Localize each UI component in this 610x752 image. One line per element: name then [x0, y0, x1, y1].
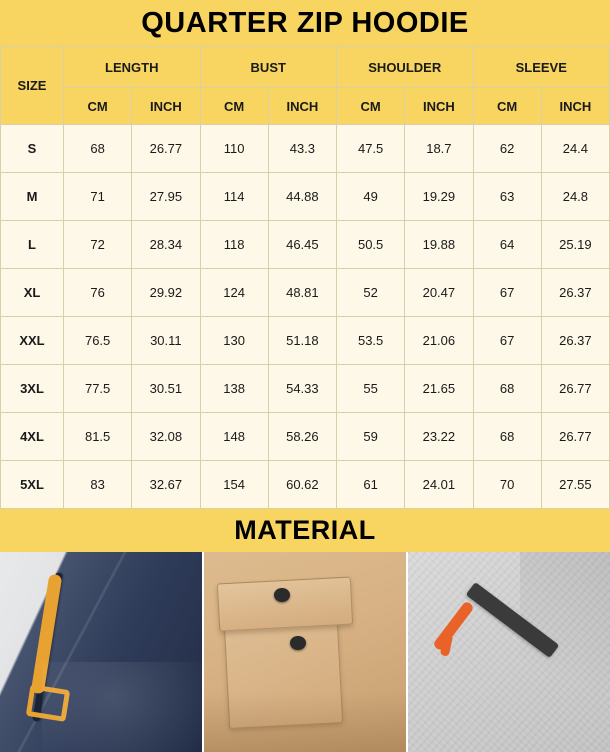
row-size-label: M — [1, 173, 64, 221]
cell-value: 18.7 — [405, 125, 473, 173]
snap-button-bottom — [290, 636, 306, 650]
cell-value: 110 — [200, 125, 268, 173]
cell-value: 138 — [200, 365, 268, 413]
table-unit-header-row — [1, 88, 610, 125]
cell-value: 46.45 — [268, 221, 336, 269]
cell-value: 76 — [64, 269, 132, 317]
cell-value: 26.77 — [541, 365, 609, 413]
cell-value: 58.26 — [268, 413, 336, 461]
cell-value: 52 — [337, 269, 405, 317]
row-size-label: S — [1, 125, 64, 173]
cell-value: 27.55 — [541, 461, 609, 509]
cell-value: 30.51 — [132, 365, 200, 413]
material-photo-strip — [0, 552, 610, 752]
cell-value: 26.37 — [541, 269, 609, 317]
cell-value: 148 — [200, 413, 268, 461]
table-row — [1, 317, 610, 365]
cell-value: 30.11 — [132, 317, 200, 365]
cell-value: 50.5 — [337, 221, 405, 269]
cell-value: 68 — [64, 125, 132, 173]
pocket-flap — [217, 577, 353, 632]
cell-value: 70 — [473, 461, 541, 509]
header-shoulder: SHOULDER — [337, 47, 474, 88]
row-size-label: XXL — [1, 317, 64, 365]
cell-value: 47.5 — [337, 125, 405, 173]
cell-value: 44.88 — [268, 173, 336, 221]
cell-value: 67 — [473, 317, 541, 365]
unit-bust-inch: INCH — [268, 88, 336, 125]
cell-value: 26.77 — [541, 413, 609, 461]
cell-value: 19.88 — [405, 221, 473, 269]
cell-value: 49 — [337, 173, 405, 221]
cell-value: 61 — [337, 461, 405, 509]
header-length: LENGTH — [64, 47, 201, 88]
cell-value: 81.5 — [64, 413, 132, 461]
cell-value: 64 — [473, 221, 541, 269]
unit-length-cm: CM — [64, 88, 132, 125]
unit-length-inch: INCH — [132, 88, 200, 125]
table-row — [1, 269, 610, 317]
cell-value: 21.06 — [405, 317, 473, 365]
navy-zip-pocket-photo — [0, 552, 204, 752]
table-row — [1, 221, 610, 269]
cell-value: 32.67 — [132, 461, 200, 509]
unit-bust-cm: CM — [200, 88, 268, 125]
row-size-label: L — [1, 221, 64, 269]
cell-value: 76.5 — [64, 317, 132, 365]
cell-value: 60.62 — [268, 461, 336, 509]
table-row — [1, 125, 610, 173]
cell-value: 51.18 — [268, 317, 336, 365]
cell-value: 28.34 — [132, 221, 200, 269]
unit-shoulder-inch: INCH — [405, 88, 473, 125]
table-row — [1, 365, 610, 413]
grey-zip-pocket-photo — [408, 552, 610, 752]
cell-value: 24.01 — [405, 461, 473, 509]
cell-value: 26.37 — [541, 317, 609, 365]
cell-value: 68 — [473, 413, 541, 461]
cell-value: 118 — [200, 221, 268, 269]
cell-value: 130 — [200, 317, 268, 365]
cell-value: 43.3 — [268, 125, 336, 173]
cell-value: 21.65 — [405, 365, 473, 413]
row-size-label: 5XL — [1, 461, 64, 509]
row-size-label: XL — [1, 269, 64, 317]
cell-value: 19.29 — [405, 173, 473, 221]
row-size-label: 4XL — [1, 413, 64, 461]
cell-value: 25.19 — [541, 221, 609, 269]
cell-value: 27.95 — [132, 173, 200, 221]
cell-value: 26.77 — [132, 125, 200, 173]
cell-value: 72 — [64, 221, 132, 269]
cell-value: 114 — [200, 173, 268, 221]
table-row — [1, 413, 610, 461]
cell-value: 77.5 — [64, 365, 132, 413]
cell-value: 53.5 — [337, 317, 405, 365]
cell-value: 54.33 — [268, 365, 336, 413]
page-title: QUARTER ZIP HOODIE — [0, 0, 610, 46]
fabric-highlight — [42, 662, 204, 752]
cell-value: 24.4 — [541, 125, 609, 173]
cell-value: 62 — [473, 125, 541, 173]
cell-value: 20.47 — [405, 269, 473, 317]
cell-value: 29.92 — [132, 269, 200, 317]
unit-shoulder-cm: CM — [337, 88, 405, 125]
cell-value: 83 — [64, 461, 132, 509]
fabric-shadow — [204, 692, 406, 752]
cell-value: 154 — [200, 461, 268, 509]
cell-value: 63 — [473, 173, 541, 221]
row-size-label: 3XL — [1, 365, 64, 413]
header-sleeve: SLEEVE — [473, 47, 610, 88]
snap-button-top — [274, 588, 290, 602]
table-row — [1, 173, 610, 221]
khaki-button-pocket-photo — [204, 552, 408, 752]
material-title: MATERIAL — [0, 509, 610, 552]
cell-value: 59 — [337, 413, 405, 461]
size-chart-table — [0, 46, 610, 509]
fabric-shadow — [520, 552, 610, 752]
cell-value: 32.08 — [132, 413, 200, 461]
cell-value: 71 — [64, 173, 132, 221]
table-row — [1, 461, 610, 509]
table-group-header-row — [1, 47, 610, 88]
cell-value: 23.22 — [405, 413, 473, 461]
cell-value: 55 — [337, 365, 405, 413]
header-bust: BUST — [200, 47, 337, 88]
cell-value: 68 — [473, 365, 541, 413]
header-size: SIZE — [1, 47, 64, 125]
cell-value: 67 — [473, 269, 541, 317]
cell-value: 24.8 — [541, 173, 609, 221]
cell-value: 48.81 — [268, 269, 336, 317]
cell-value: 124 — [200, 269, 268, 317]
unit-sleeve-inch: INCH — [541, 88, 609, 125]
unit-sleeve-cm: CM — [473, 88, 541, 125]
